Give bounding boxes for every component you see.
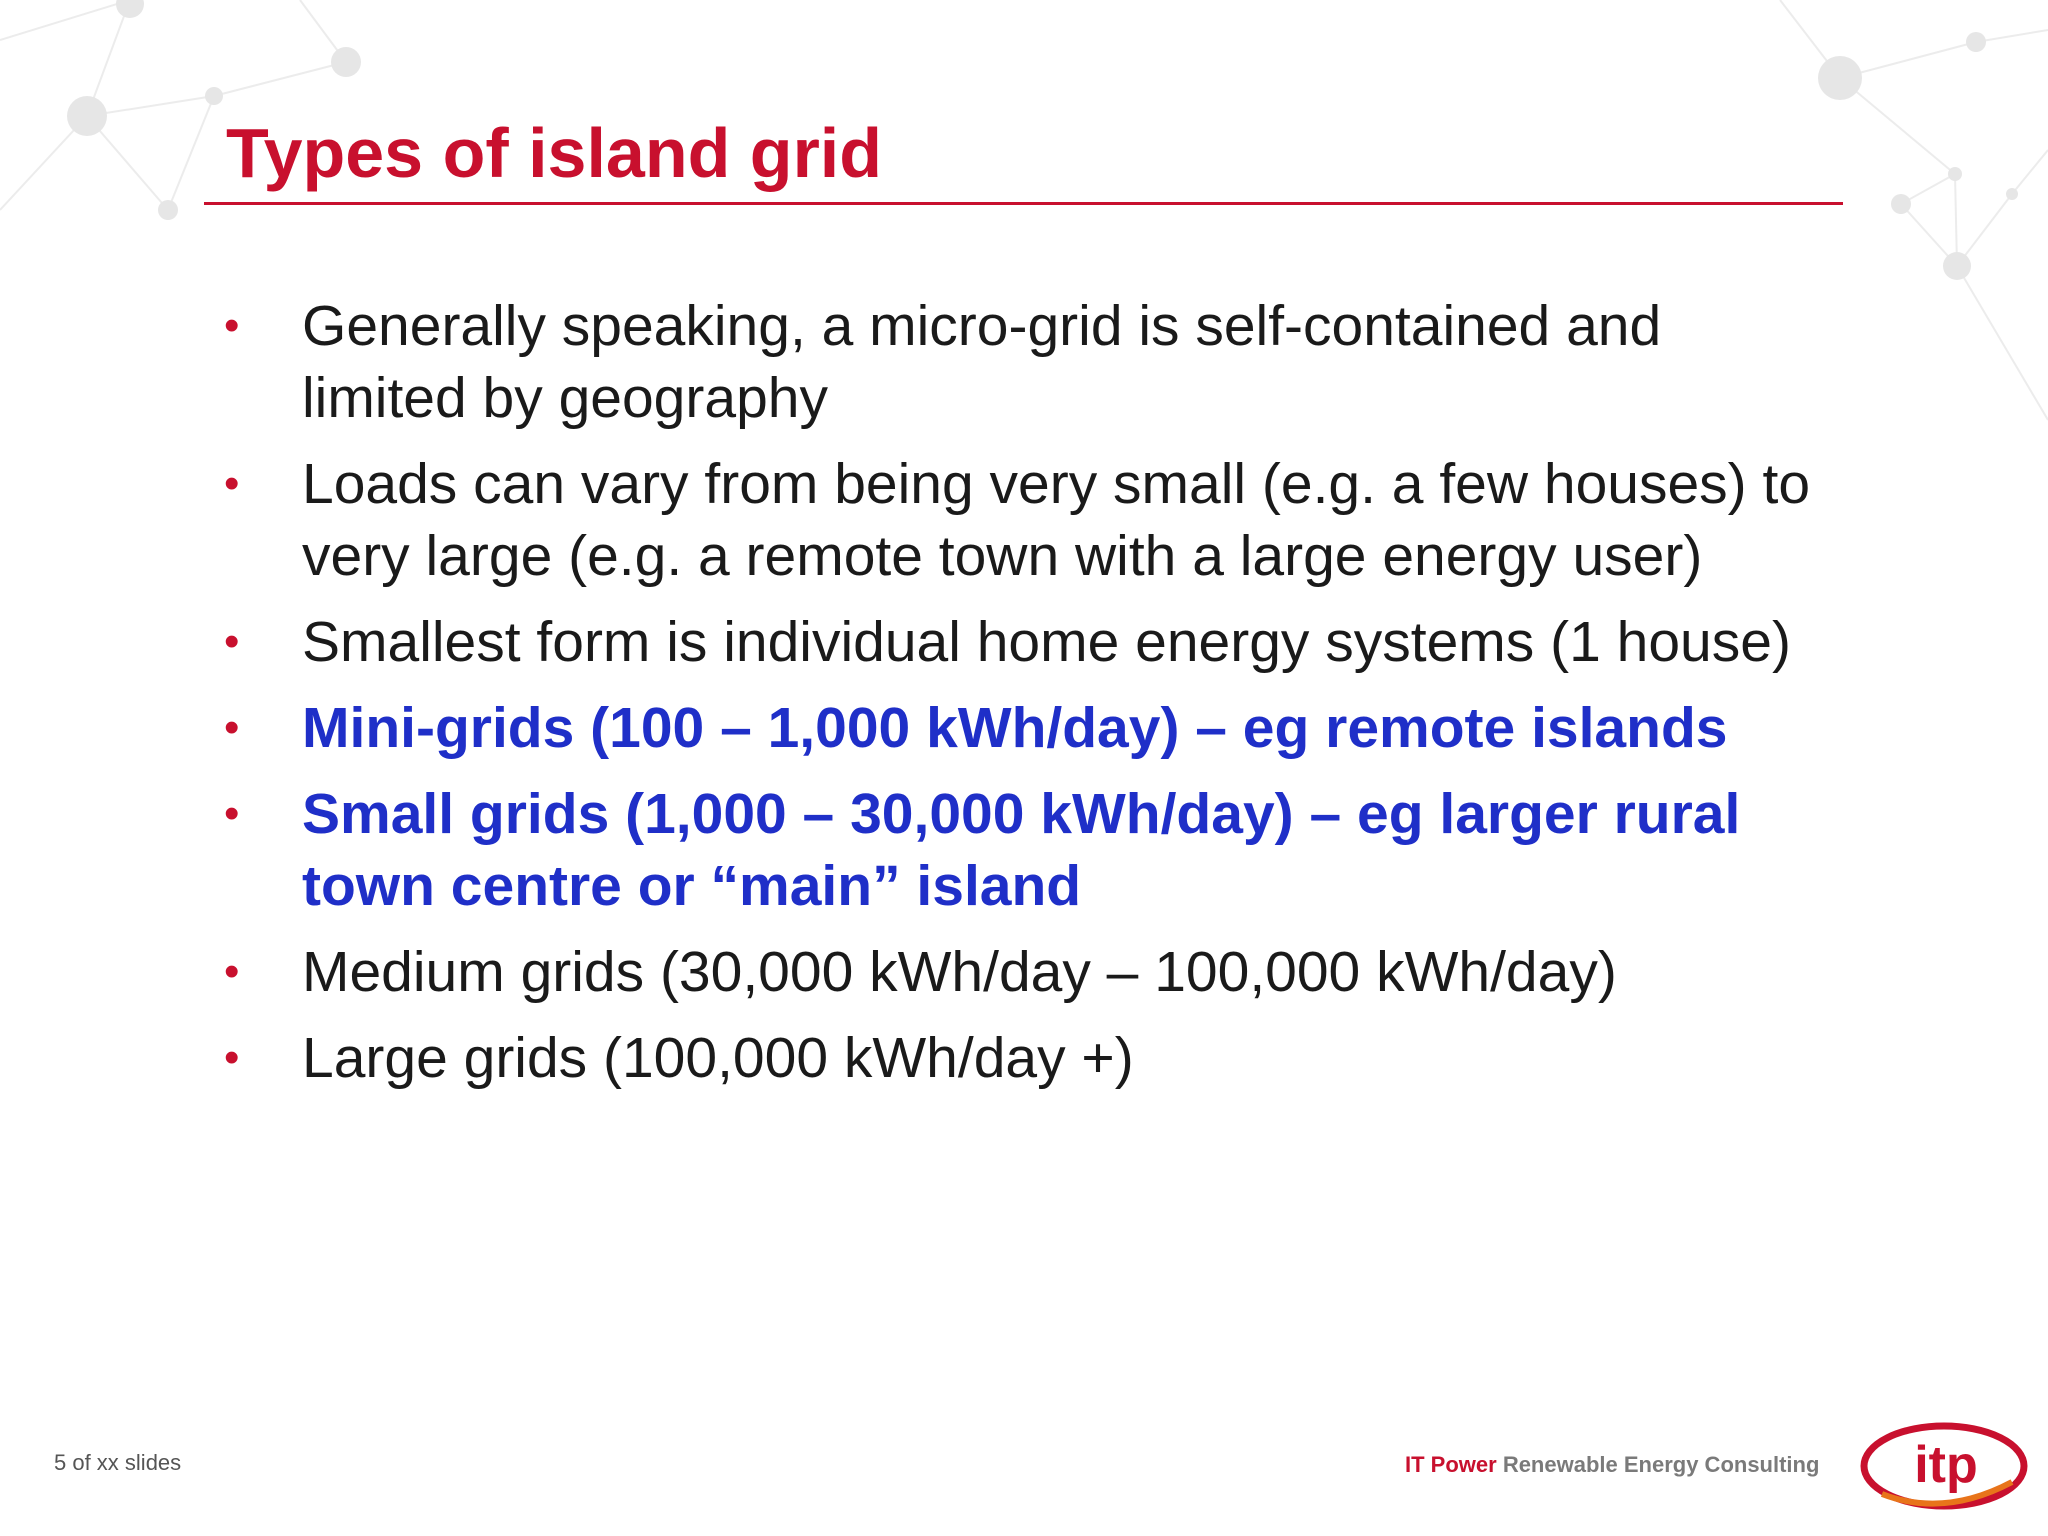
bullet-marker: • bbox=[224, 947, 240, 996]
bullet-text: Medium grids (30,000 kWh/day – 100,000 kWh/day) bbox=[302, 940, 1617, 1004]
bullet-text: Small grids (1,000 – 30,000 kWh/day) – eg larger rural town centre or “main” island bbox=[302, 782, 1741, 918]
bullet-item bbox=[220, 290, 1840, 434]
bullet-text: Smallest form is individual home energy systems (1 house) bbox=[302, 610, 1791, 674]
itp-logo-icon bbox=[1852, 1420, 2028, 1512]
brand-tagline: Renewable Energy Consulting bbox=[1502, 1452, 1820, 1477]
bullet-marker: • bbox=[224, 617, 240, 666]
slide-title: Types of island grid bbox=[226, 114, 883, 192]
brand-name: IT Power bbox=[1405, 1452, 1497, 1477]
bullet-item bbox=[220, 936, 1840, 1008]
bullet-marker: • bbox=[224, 789, 240, 838]
bullet-item bbox=[220, 778, 1840, 922]
logo-text: itp bbox=[1914, 1436, 1978, 1494]
footer-brand bbox=[1405, 1452, 1819, 1478]
bullet-item bbox=[220, 1022, 1840, 1094]
bullet-marker: • bbox=[224, 1033, 240, 1082]
bullet-text: Large grids (100,000 kWh/day +) bbox=[302, 1026, 1134, 1090]
title-divider bbox=[204, 202, 1843, 205]
bullet-marker: • bbox=[224, 703, 240, 752]
bullet-marker: • bbox=[224, 459, 240, 508]
bullet-item bbox=[220, 606, 1840, 678]
bullet-item bbox=[220, 692, 1840, 764]
bullet-text: Mini-grids (100 – 1,000 kWh/day) – eg remote islands bbox=[302, 696, 1728, 760]
bullet-text: Generally speaking, a micro-grid is self-contained and limited by geography bbox=[302, 294, 1662, 430]
bullet-list bbox=[220, 290, 1840, 1108]
bullet-text: Loads can vary from being very small (e.g. a few houses) to very large (e.g. a remote town with a large energy user) bbox=[302, 452, 1811, 588]
bullet-item bbox=[220, 448, 1840, 592]
bullet-marker: • bbox=[224, 301, 240, 350]
slide-counter: 5 of xx slides bbox=[54, 1450, 182, 1475]
